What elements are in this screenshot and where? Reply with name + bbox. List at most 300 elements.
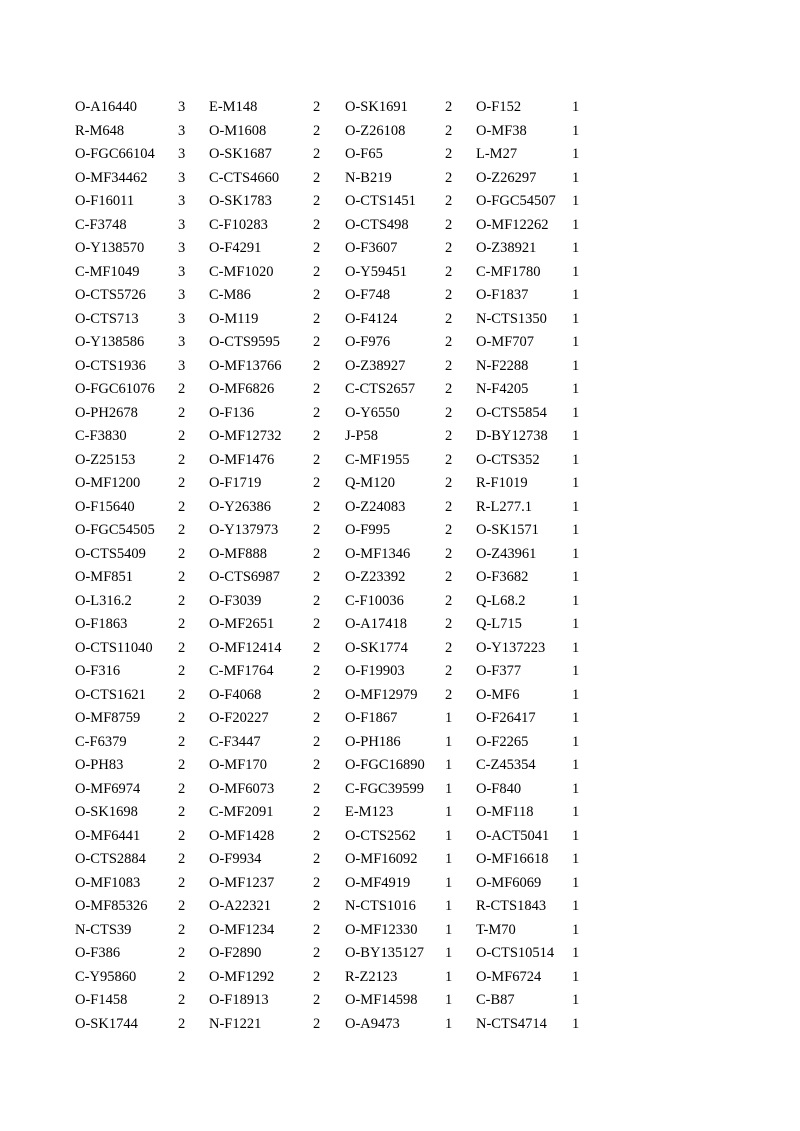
marker-count-cell: 1 [445, 710, 453, 726]
marker-name-cell: O-SK1744 [75, 1015, 138, 1032]
marker-name-cell: O-Z25153 [75, 451, 136, 468]
marker-count-cell: 1 [445, 968, 453, 985]
marker-count-cell: 2 [178, 451, 186, 468]
table-row [0, 919, 800, 943]
table-row [0, 825, 800, 849]
marker-count-cell: 1 [572, 146, 580, 162]
marker-count-cell: 2 [313, 686, 321, 703]
marker-name-cell: O-F1719 [209, 475, 262, 491]
marker-count-cell: 1 [572, 169, 580, 186]
marker-count-cell: 2 [445, 287, 453, 303]
marker-count-cell: 2 [178, 428, 186, 444]
marker-count-cell: 3 [178, 334, 186, 350]
marker-count-cell: 2 [445, 545, 453, 562]
marker-name-cell: O-MF851 [75, 569, 134, 585]
marker-name-cell: O-F16011 [75, 193, 135, 209]
marker-name-cell: R-L277.1 [476, 498, 532, 515]
table-row [0, 402, 800, 426]
marker-name-cell: C-F6379 [75, 733, 127, 750]
marker-name-cell: O-MF8759 [75, 710, 141, 726]
marker-count-cell: 2 [313, 616, 321, 632]
marker-name-cell: O-CTS11040 [75, 639, 153, 656]
marker-count-cell: 2 [178, 827, 186, 844]
marker-name-cell: N-F4205 [476, 381, 529, 397]
marker-name-cell: O-FGC54505 [75, 522, 155, 538]
marker-name-cell: O-MF6073 [209, 780, 275, 797]
marker-count-cell: 2 [178, 639, 186, 656]
marker-name-cell: O-CTS5854 [476, 404, 547, 421]
marker-count-cell: 1 [572, 216, 580, 233]
marker-name-cell: O-MF16092 [345, 851, 418, 867]
marker-count-cell: 2 [445, 263, 453, 280]
marker-count-cell: 2 [313, 381, 321, 397]
table-row [0, 1013, 800, 1037]
marker-count-cell: 2 [445, 381, 453, 397]
table-row [0, 590, 800, 614]
marker-name-cell: O-F2265 [476, 733, 529, 750]
marker-name-cell: C-F3830 [75, 428, 127, 444]
marker-count-cell: 3 [178, 99, 186, 115]
marker-count-cell: 1 [572, 498, 580, 515]
marker-count-cell: 1 [572, 1015, 580, 1032]
marker-name-cell: O-F748 [345, 287, 391, 303]
marker-count-cell: 1 [572, 428, 580, 444]
marker-count-cell: 1 [572, 475, 580, 491]
marker-count-cell: 2 [178, 757, 186, 773]
marker-name-cell: O-F18913 [209, 992, 269, 1008]
marker-name-cell: J-P58 [345, 428, 379, 444]
marker-count-cell: 1 [572, 992, 580, 1008]
marker-count-cell: 2 [445, 569, 453, 585]
marker-count-cell: 1 [572, 898, 580, 914]
marker-name-cell: O-MF118 [476, 804, 534, 820]
marker-count-cell: 1 [572, 592, 580, 609]
marker-name-cell: O-MF1200 [75, 475, 141, 491]
marker-name-cell: O-MF6 [476, 686, 520, 703]
marker-name-cell: O-MF14598 [345, 992, 418, 1008]
table-row [0, 449, 800, 473]
marker-count-cell: 1 [445, 921, 453, 938]
marker-name-cell: O-FGC16890 [345, 757, 425, 773]
marker-name-cell: O-MF6724 [476, 968, 542, 985]
marker-name-cell: C-MF1764 [209, 663, 274, 679]
marker-count-cell: 1 [445, 1015, 453, 1032]
table-row [0, 942, 800, 966]
table-row [0, 284, 800, 308]
marker-count-cell: 1 [572, 921, 580, 938]
marker-count-cell: 2 [313, 780, 321, 797]
marker-count-cell: 2 [445, 240, 453, 256]
marker-name-cell: C-MF2091 [209, 804, 274, 820]
marker-count-cell: 2 [313, 874, 321, 891]
table-row [0, 637, 800, 661]
marker-count-cell: 2 [313, 240, 321, 256]
marker-count-cell: 1 [572, 357, 580, 374]
marker-name-cell: O-PH83 [75, 757, 124, 773]
marker-name-cell: O-CTS2562 [345, 827, 416, 844]
marker-count-cell: 2 [178, 498, 186, 515]
marker-count-cell: 1 [572, 968, 580, 985]
marker-count-cell: 2 [313, 592, 321, 609]
marker-count-cell: 3 [178, 263, 186, 280]
marker-count-cell: 2 [313, 357, 321, 374]
marker-count-cell: 2 [178, 569, 186, 585]
marker-name-cell: D-BY12738 [476, 428, 548, 444]
marker-count-cell: 2 [178, 1015, 186, 1032]
marker-count-cell: 2 [313, 804, 321, 820]
marker-count-cell: 2 [313, 733, 321, 750]
marker-count-cell: 2 [178, 851, 186, 867]
marker-count-cell: 2 [445, 404, 453, 421]
marker-name-cell: O-F976 [345, 334, 391, 350]
marker-count-cell: 3 [178, 146, 186, 162]
marker-name-cell: O-F995 [345, 522, 391, 538]
marker-count-cell: 2 [445, 357, 453, 374]
table-row [0, 966, 800, 990]
marker-count-cell: 1 [445, 827, 453, 844]
marker-name-cell: O-F3682 [476, 569, 529, 585]
marker-count-cell: 2 [178, 945, 186, 961]
marker-name-cell: O-F152 [476, 99, 522, 115]
table-row [0, 96, 800, 120]
marker-count-cell: 1 [572, 193, 580, 209]
marker-count-cell: 2 [445, 310, 453, 327]
marker-name-cell: O-MF1428 [209, 827, 275, 844]
marker-count-cell: 1 [572, 545, 580, 562]
marker-count-cell: 2 [313, 310, 321, 327]
marker-count-cell: 2 [445, 592, 453, 609]
marker-count-cell: 1 [572, 569, 580, 585]
marker-name-cell: O-M119 [209, 310, 259, 327]
marker-name-cell: N-CTS4714 [476, 1015, 547, 1032]
marker-name-cell: N-CTS39 [75, 921, 132, 938]
table-row [0, 872, 800, 896]
marker-name-cell: O-A17418 [345, 616, 408, 632]
marker-name-cell: O-Z38927 [345, 357, 406, 374]
marker-count-cell: 1 [572, 404, 580, 421]
marker-name-cell: O-F2890 [209, 945, 262, 961]
marker-count-cell: 2 [178, 992, 186, 1008]
marker-count-cell: 1 [572, 874, 580, 891]
marker-name-cell: O-Z26108 [345, 122, 406, 139]
marker-name-cell: O-MF38 [476, 122, 527, 139]
marker-count-cell: 2 [445, 99, 453, 115]
marker-count-cell: 1 [445, 992, 453, 1008]
marker-name-cell: O-CTS713 [75, 310, 139, 327]
marker-count-cell: 3 [178, 216, 186, 233]
marker-count-cell: 1 [572, 780, 580, 797]
marker-count-cell: 1 [572, 334, 580, 350]
marker-count-cell: 2 [313, 921, 321, 938]
marker-name-cell: O-F65 [345, 146, 383, 162]
marker-name-cell: C-CTS4660 [209, 169, 280, 186]
marker-count-cell: 2 [178, 874, 186, 891]
marker-name-cell: C-CTS2657 [345, 381, 416, 397]
marker-count-cell: 2 [313, 522, 321, 538]
table-row [0, 190, 800, 214]
marker-name-cell: O-F3607 [345, 240, 398, 256]
marker-name-cell: O-MF1292 [209, 968, 275, 985]
marker-count-cell: 3 [178, 193, 186, 209]
marker-name-cell: E-M123 [345, 804, 394, 820]
marker-name-cell: O-SK1687 [209, 146, 272, 162]
marker-count-cell: 2 [445, 616, 453, 632]
marker-name-cell: O-CTS1936 [75, 357, 146, 374]
marker-name-cell: O-F26417 [476, 710, 536, 726]
marker-name-cell: C-F10036 [345, 592, 404, 609]
marker-count-cell: 2 [178, 780, 186, 797]
table-row [0, 731, 800, 755]
table-row [0, 519, 800, 543]
marker-name-cell: O-PH2678 [75, 404, 138, 421]
marker-count-cell: 2 [445, 193, 453, 209]
marker-count-cell: 2 [313, 475, 321, 491]
marker-name-cell: O-CTS5409 [75, 545, 146, 562]
marker-count-cell: 2 [178, 522, 186, 538]
marker-name-cell: O-MF2651 [209, 616, 275, 632]
marker-name-cell: O-FGC66104 [75, 146, 155, 162]
marker-count-cell: 1 [572, 310, 580, 327]
marker-name-cell: O-F316 [75, 663, 121, 679]
marker-name-cell: E-M148 [209, 99, 258, 115]
marker-count-cell: 1 [445, 851, 453, 867]
marker-count-cell: 1 [445, 874, 453, 891]
marker-count-cell: 2 [178, 475, 186, 491]
marker-name-cell: O-F15640 [75, 498, 135, 515]
marker-count-cell: 1 [572, 804, 580, 820]
marker-name-cell: R-M648 [75, 122, 125, 139]
marker-count-cell: 2 [445, 663, 453, 679]
marker-name-cell: O-PH186 [345, 733, 401, 750]
marker-count-cell: 2 [445, 428, 453, 444]
marker-name-cell: O-SK1698 [75, 804, 138, 820]
table-row [0, 989, 800, 1013]
marker-count-cell: 3 [178, 310, 186, 327]
marker-name-cell: O-MF12979 [345, 686, 418, 703]
table-row [0, 378, 800, 402]
marker-count-cell: 2 [313, 287, 321, 303]
marker-count-cell: 2 [445, 475, 453, 491]
marker-name-cell: O-CTS9595 [209, 334, 280, 350]
marker-name-cell: O-MF85326 [75, 898, 148, 914]
table-row [0, 543, 800, 567]
marker-count-cell: 2 [313, 545, 321, 562]
marker-count-cell: 2 [445, 169, 453, 186]
marker-name-cell: C-F10283 [209, 216, 268, 233]
marker-name-cell: L-M27 [476, 146, 518, 162]
marker-name-cell: O-SK1774 [345, 639, 408, 656]
marker-count-cell: 1 [572, 945, 580, 961]
marker-count-cell: 1 [572, 710, 580, 726]
marker-name-cell: N-B219 [345, 169, 392, 186]
marker-count-cell: 1 [572, 522, 580, 538]
table-row [0, 167, 800, 191]
marker-name-cell: O-Y137223 [476, 639, 546, 656]
table-row [0, 566, 800, 590]
marker-name-cell: O-Z26297 [476, 169, 537, 186]
marker-count-cell: 2 [313, 99, 321, 115]
marker-name-cell: O-CTS2884 [75, 851, 146, 867]
marker-name-cell: C-F3447 [209, 733, 261, 750]
marker-count-cell: 1 [445, 757, 453, 773]
marker-name-cell: Q-M120 [345, 475, 395, 491]
marker-count-cell: 1 [572, 381, 580, 397]
marker-name-cell: O-M1608 [209, 122, 267, 139]
marker-name-cell: O-L316.2 [75, 592, 132, 609]
marker-name-cell: N-CTS1350 [476, 310, 547, 327]
marker-count-cell: 1 [572, 240, 580, 256]
table-row [0, 613, 800, 637]
marker-count-cell: 1 [445, 804, 453, 820]
marker-count-cell: 1 [572, 686, 580, 703]
marker-name-cell: O-CTS1621 [75, 686, 146, 703]
marker-count-cell: 3 [178, 240, 186, 256]
marker-name-cell: O-Y6550 [345, 404, 400, 421]
marker-name-cell: O-CTS6987 [209, 569, 280, 585]
table-row [0, 261, 800, 285]
marker-count-cell: 2 [313, 146, 321, 162]
marker-count-cell: 2 [178, 545, 186, 562]
marker-count-cell: 2 [313, 569, 321, 585]
marker-name-cell: N-CTS1016 [345, 898, 416, 914]
marker-name-cell: O-MF12414 [209, 639, 282, 656]
marker-count-cell: 2 [445, 334, 453, 350]
marker-name-cell: O-FGC54507 [476, 193, 556, 209]
marker-name-cell: N-F2288 [476, 357, 529, 374]
marker-name-cell: C-Y95860 [75, 968, 137, 985]
marker-count-cell: 1 [572, 451, 580, 468]
table-row [0, 684, 800, 708]
marker-name-cell: O-MF1237 [209, 874, 275, 891]
marker-count-cell: 2 [313, 122, 321, 139]
marker-count-cell: 2 [313, 992, 321, 1008]
marker-name-cell: C-Z45354 [476, 757, 536, 773]
marker-count-cell: 1 [572, 733, 580, 750]
marker-count-cell: 2 [313, 193, 321, 209]
marker-count-cell: 2 [313, 334, 321, 350]
marker-name-cell: O-MF12330 [345, 921, 418, 938]
marker-count-cell: 2 [313, 898, 321, 914]
marker-count-cell: 2 [445, 146, 453, 162]
marker-count-cell: 2 [178, 710, 186, 726]
marker-name-cell: O-MF4919 [345, 874, 411, 891]
marker-name-cell: O-Y59451 [345, 263, 408, 280]
marker-count-cell: 3 [178, 357, 186, 374]
marker-count-cell: 2 [178, 804, 186, 820]
marker-name-cell: O-CTS352 [476, 451, 540, 468]
marker-name-cell: O-MF707 [476, 334, 535, 350]
marker-name-cell: O-MF6974 [75, 780, 141, 797]
table-row [0, 331, 800, 355]
marker-name-cell: O-CTS5726 [75, 287, 146, 303]
marker-count-cell: 2 [313, 169, 321, 186]
marker-name-cell: N-F1221 [209, 1015, 262, 1032]
marker-count-cell: 1 [445, 898, 453, 914]
marker-name-cell: C-FGC39599 [345, 780, 424, 797]
marker-name-cell: O-Y137973 [209, 522, 279, 538]
marker-count-cell: 2 [313, 663, 321, 679]
marker-count-cell: 2 [313, 710, 321, 726]
table-row [0, 143, 800, 167]
marker-name-cell: T-M70 [476, 921, 516, 938]
marker-count-cell: 1 [572, 757, 580, 773]
table-row [0, 472, 800, 496]
marker-name-cell: O-MF6826 [209, 381, 275, 397]
marker-count-cell: 2 [178, 404, 186, 421]
marker-name-cell: O-Z38921 [476, 240, 537, 256]
marker-name-cell: O-MF6441 [75, 827, 141, 844]
table-row [0, 308, 800, 332]
marker-count-cell: 2 [313, 263, 321, 280]
marker-count-cell: 1 [572, 827, 580, 844]
marker-name-cell: R-Z2123 [345, 968, 398, 985]
table-row [0, 707, 800, 731]
marker-count-cell: 2 [445, 451, 453, 468]
marker-name-cell: O-Z23392 [345, 569, 406, 585]
marker-name-cell: O-F4124 [345, 310, 398, 327]
marker-name-cell: O-Y26386 [209, 498, 272, 515]
marker-name-cell: O-F1458 [75, 992, 128, 1008]
marker-name-cell: C-MF1049 [75, 263, 140, 280]
table-row [0, 214, 800, 238]
marker-count-cell: 2 [313, 639, 321, 656]
marker-count-cell: 2 [313, 498, 321, 515]
marker-count-cell: 2 [178, 733, 186, 750]
marker-count-cell: 3 [178, 122, 186, 139]
marker-count-cell: 2 [313, 827, 321, 844]
marker-name-cell: O-Y138570 [75, 240, 145, 256]
marker-name-cell: O-MF12732 [209, 428, 282, 444]
marker-name-cell: O-Z24083 [345, 498, 406, 515]
marker-name-cell: O-MF1234 [209, 921, 275, 938]
marker-count-cell: 1 [572, 99, 580, 115]
marker-count-cell: 1 [572, 616, 580, 632]
marker-name-cell: Q-L68.2 [476, 592, 526, 609]
table-row [0, 754, 800, 778]
table-row [0, 778, 800, 802]
marker-count-cell: 1 [572, 287, 580, 303]
marker-name-cell: O-MF888 [209, 545, 268, 562]
table-row [0, 801, 800, 825]
marker-count-cell: 1 [445, 945, 453, 961]
marker-name-cell: C-F3748 [75, 216, 127, 233]
marker-count-cell: 2 [445, 498, 453, 515]
marker-count-cell: 2 [445, 122, 453, 139]
marker-name-cell: O-F9934 [209, 851, 262, 867]
table-row [0, 848, 800, 872]
marker-name-cell: C-MF1780 [476, 263, 541, 280]
marker-name-cell: O-MF12262 [476, 216, 549, 233]
haplogroup-count-table [0, 96, 800, 1036]
marker-count-cell: 2 [313, 968, 321, 985]
marker-count-cell: 2 [313, 757, 321, 773]
marker-name-cell: O-ACT5041 [476, 827, 550, 844]
marker-count-cell: 1 [572, 263, 580, 280]
marker-count-cell: 2 [178, 921, 186, 938]
marker-name-cell: O-F840 [476, 780, 522, 797]
table-row [0, 120, 800, 144]
table-row [0, 355, 800, 379]
marker-count-cell: 2 [445, 522, 453, 538]
marker-count-cell: 3 [178, 287, 186, 303]
marker-name-cell: O-F19903 [345, 663, 405, 679]
table-row [0, 237, 800, 261]
marker-name-cell: O-MF16618 [476, 851, 549, 867]
marker-count-cell: 2 [313, 428, 321, 444]
marker-name-cell: O-A16440 [75, 99, 138, 115]
marker-name-cell: Q-L715 [476, 616, 522, 632]
marker-count-cell: 2 [445, 639, 453, 656]
